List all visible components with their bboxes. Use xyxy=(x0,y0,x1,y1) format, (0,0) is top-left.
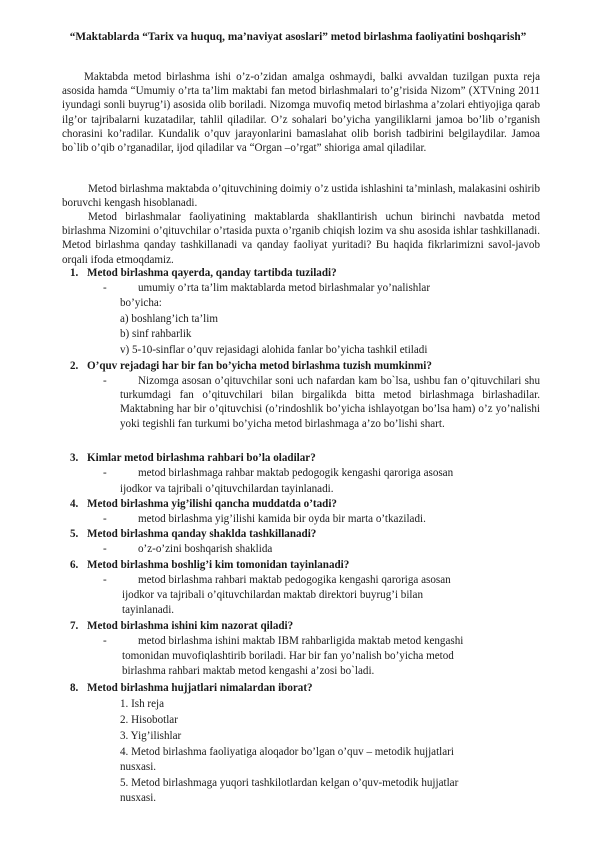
subitem-v: v) 5-10-sinflar o’quv rejasidagi alohida fanlar bo’yicha tashkil etiladi xyxy=(120,344,428,356)
question-text: Metod birlashma yig’ilishi qancha muddatda o’tadi? xyxy=(87,498,337,510)
question-1 xyxy=(70,266,540,280)
answer-5: o’z-o’zini boshqarish shaklida xyxy=(138,543,273,555)
answer-6-continued: ijodkor va tajribali o’qituvchilardan maktab direktori buyrug’i bilan xyxy=(122,589,423,601)
dash-marker: - xyxy=(103,513,107,525)
document-list-item: 1. Ish reja xyxy=(120,698,165,710)
question-number: 3. xyxy=(70,452,79,464)
question-number: 7. xyxy=(70,620,79,632)
question-number: 6. xyxy=(70,559,79,571)
question-text: O’quv rejadagi har bir fan bo’yicha metod birlashma tuzish mumkinmi? xyxy=(87,360,432,372)
dash-marker: - xyxy=(103,543,107,555)
answer-6: metod birlashma rahbari maktab pedogogika kengashi qaroriga asosan xyxy=(138,574,451,586)
subitem-b: b) sinf rahbarlik xyxy=(120,328,192,340)
question-2 xyxy=(70,359,540,373)
question-3 xyxy=(70,451,540,465)
document-title: “Maktablarda “Tarix va huquq, ma’naviyat asoslari” metod birlashma faoliyatini boshqarish” xyxy=(69,31,527,43)
answer-7: metod birlashma ishini maktab IBM rahbarligida maktab metod kengashi xyxy=(138,635,464,647)
question-number: 4. xyxy=(70,498,79,510)
dash-marker: - xyxy=(103,574,107,586)
dash-marker: - xyxy=(103,282,107,294)
document-list-item: 5. Metod birlashmaga yuqori tashkilotlardan kelgan o’quv-metodik hujjatlar xyxy=(120,777,459,789)
question-7 xyxy=(70,619,540,633)
document-list-item: nusxasi. xyxy=(120,761,157,773)
answer-6-continued: tayinlanadi. xyxy=(122,604,175,616)
question-number: 1. xyxy=(70,267,79,279)
question-5 xyxy=(70,527,540,541)
dash-marker: - xyxy=(103,635,107,647)
answer-3-continued: ijodkor va tajribali o’qituvchilardan tayinlanadi. xyxy=(120,483,334,495)
document-list-item: nusxasi. xyxy=(120,792,157,804)
question-text: Kimlar metod birlashma rahbari bo’la oladilar? xyxy=(87,452,316,464)
subitem-a: a) boshlang’ich ta’lim xyxy=(120,313,218,325)
question-text: Metod birlashma qayerda, qanday tartibda tuziladi? xyxy=(87,267,337,279)
dash-marker: - xyxy=(103,467,107,479)
question-8 xyxy=(70,681,540,695)
intro-paragraph-1: Maktabda metod birlashma ishi o’z-o’zidan amalga oshmaydi, balki avvaldan tuzilgan puxta reja asosida hamda “Umumiy o’rta ta’lim maktabi fan metod birlashmalari to’g’risida Nizom” (XTVning 2011 iyundagi sonli buyrug’i) asosida olib boriladi. Nizomga muvofiq metod birlashma a’zolari ehtiyojiga qarab ilg’or tajribalarni kuzatadilar, tahlil qiladilar. O’z sohalari bo’yicha yangiliklarni jamoa bo’lib o’rganish chorasini ko’radilar. Kundalik o’quv jarayonlarini bamaslahat olib borish tadbirini belgilaydilar. Jamoa bo`lib o’qib o’rganadilar, ijod qiladilar va “Organ –o’rgat” shioriga amal qiladilar. xyxy=(62,71,540,155)
answer-4: metod birlashma yig’ilishi kamida bir oyda bir marta o’tkaziladi. xyxy=(138,513,426,525)
answer-2: Nizomga asosan o’qituvchilar soni uch nafardan kam bo`lsa, ushbu fan o’qituvchilari shu turkumdagi fan o’qituvchilari bilan birgalikda bitta metod birlashmaga birlashadilar. Maktabning har bir o’qituvchisi (o’rindoshlik bo’yicha ishlayotgan bo’lsa ham) o’z yo’nalishi yoki tegishli fan turkumi bo’yicha metod birlashmaga a’zo bo’lishi shart. xyxy=(120,375,540,430)
answer-3: metod birlashmaga rahbar maktab pedogogik kengashi qaroriga asosan xyxy=(138,467,454,479)
answer-1-continued: bo’yicha: xyxy=(120,297,162,309)
question-text: Metod birlashma hujjatlari nimalardan iborat? xyxy=(87,682,313,694)
question-4 xyxy=(70,497,540,511)
question-number: 8. xyxy=(70,682,79,694)
dash-marker: - xyxy=(103,375,107,387)
intro-paragraph-3: Metod birlashmalar faoliyatining maktablarda shakllantirish uchun birinchi navbatda metod birlashma Nizomini o’qituvchilar o’rtasida puxta o’rganib chiqish lozim va shu asosida ishlar tashkillanadi. Metod birlashma qanday tashkillanadi va qanday faoliyat yuritadi? Bu haqida fikrlarimizni savol-javob orqali ifoda etmoqdamiz. xyxy=(62,211,540,266)
question-number: 5. xyxy=(70,528,79,540)
intro-paragraph-2: Metod birlashma maktabda o’qituvchining doimiy o’z ustida ishlashini ta’minlash, malakasini oshirib boruvchi kengash hisoblanadi. xyxy=(62,183,540,210)
document-list-item: 3. Yig’ilishlar xyxy=(120,730,182,742)
question-text: Metod birlashma ishini kim nazorat qiladi? xyxy=(87,620,294,632)
document-list-item: 4. Metod birlashma faoliyatiga aloqador bo’lgan o’quv – metodik hujjatlari xyxy=(120,746,454,758)
question-text: Metod birlashma boshlig’i kim tomonidan tayinlanadi? xyxy=(87,559,350,571)
answer-7-continued: tomonidan muvofiqlashtirib boriladi. Har bir fan yo’nalish bo’yicha metod xyxy=(122,650,454,662)
question-6 xyxy=(70,558,540,572)
question-text: Metod birlashma qanday shaklda tashkillanadi? xyxy=(87,528,317,540)
answer-7-continued: birlashma rahbari maktab metod kengashi a’zosi bo`ladi. xyxy=(122,665,375,677)
document-list-item: 2. Hisobotlar xyxy=(120,714,178,726)
question-number: 2. xyxy=(70,360,79,372)
answer-1: umumiy o’rta ta’lim maktablarda metod birlashmalar yo’nalishlar xyxy=(138,282,431,294)
